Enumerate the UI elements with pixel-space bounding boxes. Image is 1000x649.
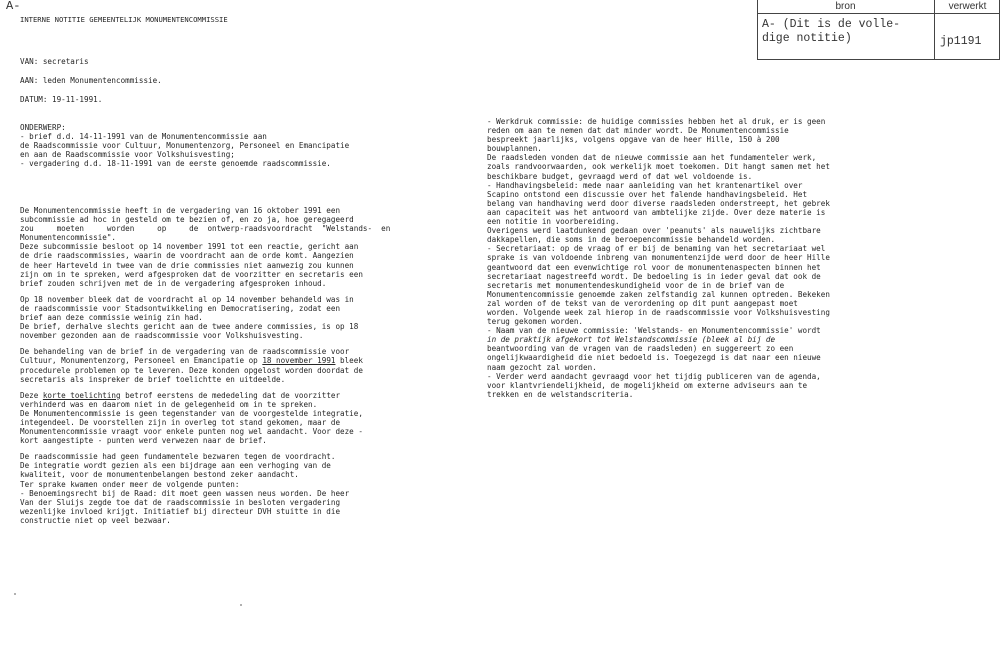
right-line: - Werkdruk commissie: de huidige commissies hebben het al druk, er is geen: [487, 117, 826, 126]
right-line: belang van handhaving werd door diverse raadsleden onderstreept, het gebrek: [487, 198, 830, 208]
right-line: Scapino ontstond een discussie over het falende handhavingsbeleid. Het: [487, 189, 808, 199]
right-line: dakkapellen, die soms in de beroepencommissie behandeld worden.: [487, 235, 776, 245]
date-field: DATUM: 19-11-1991.: [20, 95, 103, 104]
document-title: INTERNE NOTITIE GEMEENTELIJK MONUMENTENCOMMISSIE: [20, 15, 228, 24]
scan-speck: [240, 604, 242, 606]
right-line: - Secretariaat: op de vraag of er bij de benaming van het secretariaat wel: [487, 244, 826, 254]
right-line: zoals randvoorwaarden, ook werkelijk moet toekomen. Dit hangt samen met het: [487, 162, 830, 172]
source-line-1: A- (Dit is de volle-: [762, 18, 901, 31]
right-line: Overigens werd laatdunkend gedaan over 'peanuts' als nauwelijks zichtbare: [487, 226, 821, 236]
subject-line: - vergadering d.d. 18-11-1991 van de eerste genoemde raadscommissie.: [20, 159, 331, 169]
subject-line: de Raadscommissie voor Cultuur, Monumentenzorg, Personeel en Emancipatie: [20, 141, 350, 151]
right-line: voor klantvriendelijkheid, de mogelijkheid om externe adviseurs aan te: [487, 380, 808, 390]
left-column: [20, 206, 400, 532]
underlined-date: 18 november 1991: [262, 356, 336, 366]
scan-speck: [14, 593, 16, 595]
right-line: Monumentencommissie genoemde zaken zelfstandig zal kunnen optreden. Bekeken: [487, 289, 830, 299]
right-line: bespreekt jaarlijks, volgens opgave van de heer Hille, 150 à 200: [487, 135, 780, 145]
subject-line: en aan de Raadscommissie voor Volkshuisvesting;: [20, 150, 235, 160]
right-line: secretaris met monumentendeskundigheid voor de in de brief van de: [487, 280, 785, 290]
right-line: secretariaat nagestreefd wordt. De bedoeling is in ieder geval dat ook de: [487, 271, 821, 281]
right-line: in de praktijk afgekort tot Welstandscommissie (bleek al bij de: [487, 335, 776, 345]
underlined-phrase: korte toelichting: [42, 390, 121, 400]
paragraph-3: De behandeling van de brief in de vergadering van de raadscommissie voor Cultuur, Monumentenzorg, Personeel en Emancipatie op 18 november 1991 bleek procedurele problemen op te leveren. Deze konden opgelost worden doordat de secretaris als inspreker de brief toelichtte en uitdeelde.: [20, 347, 363, 384]
right-line: sprake is van voldoende inbreng van monumentenzijde werd door de heer Hille: [487, 253, 830, 263]
right-line: aan capaciteit was het antwoord van ambtelijke zijde. Over deze materie is: [487, 207, 826, 217]
source-box: [757, 0, 1000, 60]
right-line: - Naam van de nieuwe commissie: 'Welstands- en Monumentencommissie' wordt: [487, 326, 821, 336]
processed-header: verwerkt: [948, 1, 987, 12]
paragraph-5: De raadscommissie had geen fundamentele bezwaren tegen de voordracht. De integratie wordt gezien als een bijdrage aan een verhoging van de kwaliteit, voor de monumentenbelangen bestond zeker aandacht. Ter sprake kwamen onder meer de volgende punten: - Benoemingsrecht bij de Raad: dit moet geen wassen neus worden. De heer Van der Sluijs zegde toe dat de raadscommissie in besloten vergadering wezenlijke invloed krijgt. Initiatief bij directeur DVH stuitte in die constructie niet op veel bezwaar.: [20, 452, 350, 525]
subject-label: ONDERWERP:: [20, 123, 66, 132]
right-line: trekken en de welstandscriteria.: [487, 389, 634, 399]
right-line: reden om aan te nemen dat dat minder wordt. De Monumentencommissie: [487, 126, 789, 136]
to-field: AAN: leden Monumentencommissie.: [20, 76, 162, 85]
source-header: bron: [835, 1, 856, 12]
paragraph-4: Deze korte toelichting betrof eerstens de mededeling dat de voorzitter verhinderd was en daarom niet in de gelegenheid om in te spreken. De Monumentencommissie is geen tegenstander van de voorgestelde integratie, integendeel. De voorstellen zijn in overleg tot stand gekomen, maar de Monumentencommissie vraagt voor enkele punten nog wel aandacht. Voor deze - kort aangestipte - punten werd verwezen naar de brief.: [20, 390, 363, 446]
source-cell: [762, 18, 900, 45]
paragraph-1: De Monumentencommissie heeft in de vergadering van 16 oktober 1991 een subcommissie ad hoc in gesteld om te bezien of, en zo ja, hoe geregageerd zou moeten worden op de ontwerp-raadsvoordracht "Welstands- en Monumentencommissie". Deze subcommissie besloot op 14 november 1991 tot een reactie, gericht aan de drie raadscommissies, waarin de voordracht aan de orde komt. Aangezien de heer Harteveld in twee van de drie commissies niet aanwezig zou kunnen zijn om in te spreken, werd afgesproken dat de voorzitter en secretaris een brief zouden schrijven met de in de vergadering afgesproken inhoud.: [20, 206, 391, 288]
paragraph-2: Op 18 november bleek dat de voordracht al op 14 november behandeld was in de raadscommissie voor Stadsontwikkeling en Democratisering, zodat een brief aan deze commissie weinig zin had. De brief, derhalve slechts gericht aan de twee andere commissies, is op 18 november gezonden aan de raadscommissie voor Volkshuisvesting.: [20, 294, 359, 341]
right-line: - Verder werd aandacht gevraagd voor het tijdig publiceren van de agenda,: [487, 371, 821, 381]
right-line: terug gekomen worden.: [487, 317, 584, 327]
right-line: worden. Volgende week zal hierop in de raadscommissie voor Volkshuisvesting: [487, 307, 830, 317]
right-line: naam gezocht zal worden.: [487, 362, 597, 372]
right-line: zal worden of de tekst van de verordening op dit punt aangepast moet: [487, 298, 798, 308]
processed-code: jp1191: [940, 35, 982, 48]
right-line: - Handhavingsbeleid: mede naar aanleiding van het krantenartikel over: [487, 180, 803, 190]
right-line: beschikbare budget, gevraagd werd of dat wel voldoende is.: [487, 171, 753, 181]
right-line: ongelijkwaardigheid die niet bedoeld is. Toegezegd is dat naar een nieuwe: [487, 353, 821, 363]
right-column: [487, 117, 867, 399]
right-line: een notitie in voorbereiding.: [487, 217, 620, 227]
source-line-2: dige notitie): [762, 31, 852, 45]
subject-block: [20, 123, 349, 168]
from-field: VAN: secretaris: [20, 57, 89, 66]
corner-mark: A-: [6, 0, 21, 13]
subject-line: - brief d.d. 14-11-1991 van de Monumentencommissie aan: [20, 132, 267, 142]
right-line: bouwplannen.: [487, 144, 542, 154]
right-line: beantwoording van de vragen van de raadsleden) en suggereert zo een: [487, 344, 794, 354]
right-line: De raadsleden vonden dat de nieuwe commissie aan het fundamenteler werk,: [487, 153, 817, 163]
right-line: geantwoord dat een evenwichtige rol voor de monumentenaspecten binnen het: [487, 262, 821, 272]
